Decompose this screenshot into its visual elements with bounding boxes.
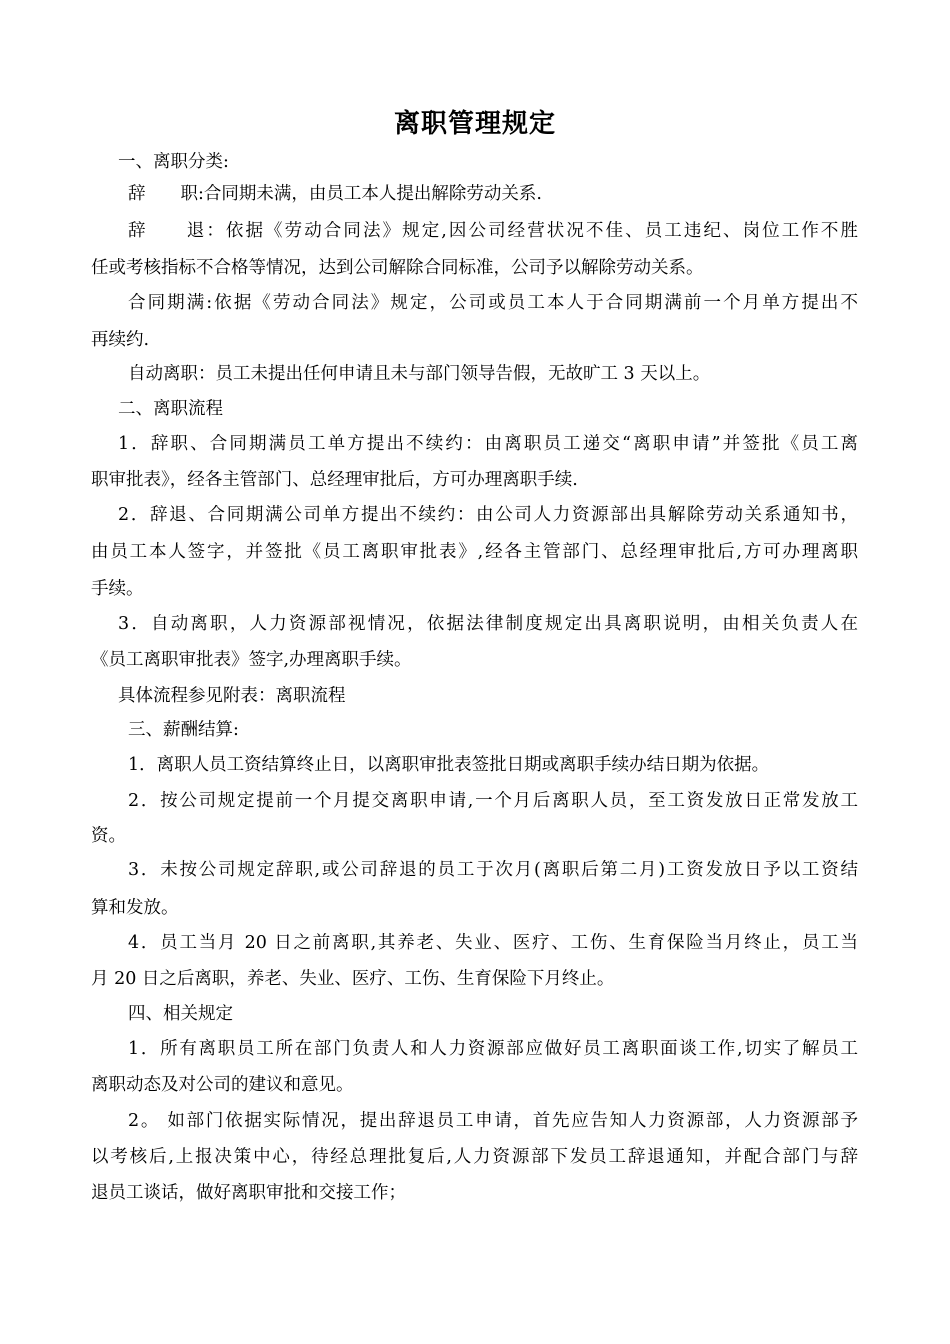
paragraph-line: 自动离职：员工未提出任何申请且未与部门领导告假，无故旷工 3 天以上。 [128,364,711,384]
paragraph-line: 3．自动离职，人力资源部视情况，依据法律制度规定出具离职说明，由相关负责人在 [118,614,858,634]
paragraph-line: 以考核后,上报决策中心，待经总理批复后,人力资源部下发员工辞退通知，并配合部门与辞 [91,1147,858,1167]
paragraph-line: 《员工离职审批表》签字,办理离职手续。 [91,650,412,670]
paragraph-line: 任或考核指标不合格等情况，达到公司解除合同标准，公司予以解除劳动关系。 [91,258,704,278]
paragraph-line: 具体流程参见附表：离职流程 [118,686,346,706]
paragraph-line: 合同期满:依据《劳动合同法》规定，公司或员工本人于合同期满前一个月单方提出不 [128,293,858,313]
paragraph-line: 月 20 日之后离职，养老、失业、医疗、工伤、生育保险下月终止。 [91,969,615,989]
section-heading-1: 一、离职分类: [118,152,229,172]
paragraph-line: 4．员工当月 20 日之前离职,其养老、失业、医疗、工伤、生育保险当月终止，员工当 [128,933,858,953]
paragraph-line: 2．辞退、合同期满公司单方提出不续约：由公司人力资源部出具解除劳动关系通知书， [118,505,858,525]
paragraph-line: 离职动态及对公司的建议和意见。 [91,1075,354,1095]
section-heading-3: 三、薪酬结算: [128,720,239,740]
paragraph-line: 由员工本人签字，并签批《员工离职审批表》,经各主管部门、总经理审批后,方可办理离职 [91,542,858,562]
paragraph-line: 算和发放。 [91,898,179,918]
paragraph-line: 手续。 [91,579,144,599]
paragraph-line: 退员工谈话，做好离职审批和交接工作； [91,1183,406,1203]
paragraph-line: 3．未按公司规定辞职,或公司辞退的员工于次月(离职后第二月)工资发放日予以工资结 [128,860,858,880]
section-heading-2: 二、离职流程 [118,399,223,419]
paragraph-line: 1．离职人员工资结算终止日，以离职审批表签批日期或离职手续办结日期为依据。 [128,755,770,775]
section-heading-4: 四、相关规定 [128,1004,233,1024]
paragraph-line: 资。 [91,826,126,846]
paragraph-line: 再续约. [91,330,150,350]
paragraph-line: 1．所有离职员工所在部门负责人和人力资源部应做好员工离职面谈工作,切实了解员工 [128,1039,858,1059]
paragraph-line: 1．辞职、合同期满员工单方提出不续约：由离职员工递交“离职申请”并签批《员工离 [118,434,858,454]
paragraph-line: 辞 退：依据《劳动合同法》规定,因公司经营状况不佳、员工违纪、岗位工作不胜 [128,221,858,241]
paragraph-line: 2。 如部门依据实际情况，提出辞退员工申请，首先应告知人力资源部，人力资源部予 [128,1111,858,1131]
document-title: 离职管理规定 [393,109,556,139]
paragraph-line: 2．按公司规定提前一个月提交离职申请,一个月后离职人员，至工资发放日正常发放工 [128,791,858,811]
paragraph-line: 辞 职:合同期未满，由员工本人提出解除劳动关系. [128,184,542,204]
paragraph-line: 职审批表》，经各主管部门、总经理审批后，方可办理离职手续. [91,470,578,490]
